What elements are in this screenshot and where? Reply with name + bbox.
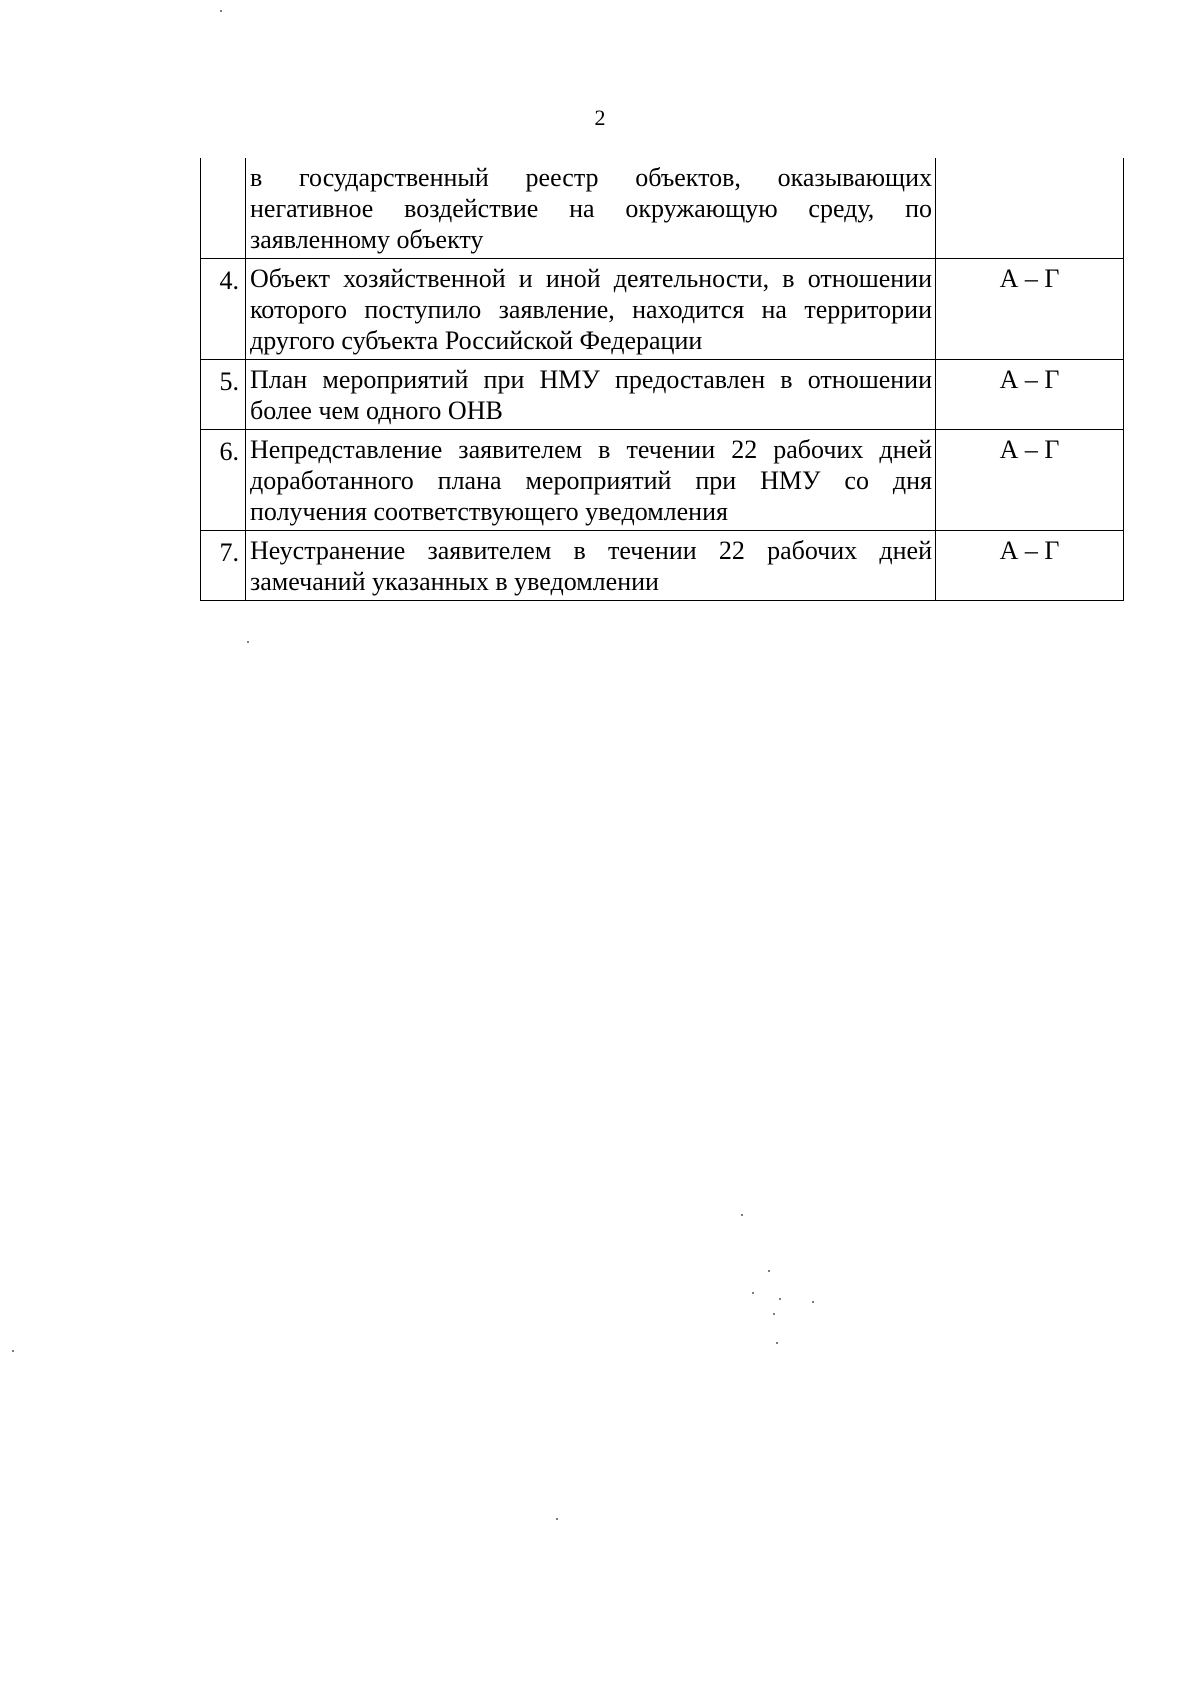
table-row xyxy=(201,430,1124,531)
scan-speck xyxy=(220,10,222,12)
page-number: 2 xyxy=(594,105,606,130)
row-number: 5. xyxy=(201,360,246,430)
row-code: А – Г xyxy=(936,360,1124,430)
row-text: Непредставление заявителем в течении 22 рабочих дней доработанного плана мероприятий при НМУ со дня получения соответствующего уведомления xyxy=(246,430,936,531)
table-row xyxy=(201,531,1124,601)
row-text: в государственный реестр объектов, оказывающих негативное воздействие на окружающую среду, по заявленному объекту xyxy=(246,158,936,259)
row-text: Объект хозяйственной и иной деятельности, в отношении которого поступило заявление, находится на территории другого субъекта Российской Федерации xyxy=(246,259,936,360)
scan-speck xyxy=(776,1342,778,1344)
scan-speck xyxy=(779,1298,781,1300)
row-code xyxy=(936,158,1124,259)
scan-speck xyxy=(773,1313,775,1315)
scan-speck xyxy=(812,1301,814,1303)
row-text: Неустранение заявителем в течении 22 рабочих дней замечаний указанных в уведомлении xyxy=(246,531,936,601)
table-row xyxy=(201,158,1124,259)
scan-speck xyxy=(768,1270,770,1272)
scan-speck xyxy=(752,1292,754,1294)
row-number xyxy=(201,158,246,259)
criteria-table xyxy=(200,158,1124,601)
row-number: 7. xyxy=(201,531,246,601)
scan-speck xyxy=(12,1350,14,1352)
row-code: А – Г xyxy=(936,531,1124,601)
scan-speck xyxy=(741,1214,743,1216)
table-row xyxy=(201,259,1124,360)
scan-speck xyxy=(247,641,249,643)
row-code: А – Г xyxy=(936,430,1124,531)
row-number: 4. xyxy=(201,259,246,360)
row-text: План мероприятий при НМУ предоставлен в отношении более чем одного ОНВ xyxy=(246,360,936,430)
scan-speck xyxy=(556,1518,558,1520)
table-row xyxy=(201,360,1124,430)
row-number: 6. xyxy=(201,430,246,531)
row-code: А – Г xyxy=(936,259,1124,360)
